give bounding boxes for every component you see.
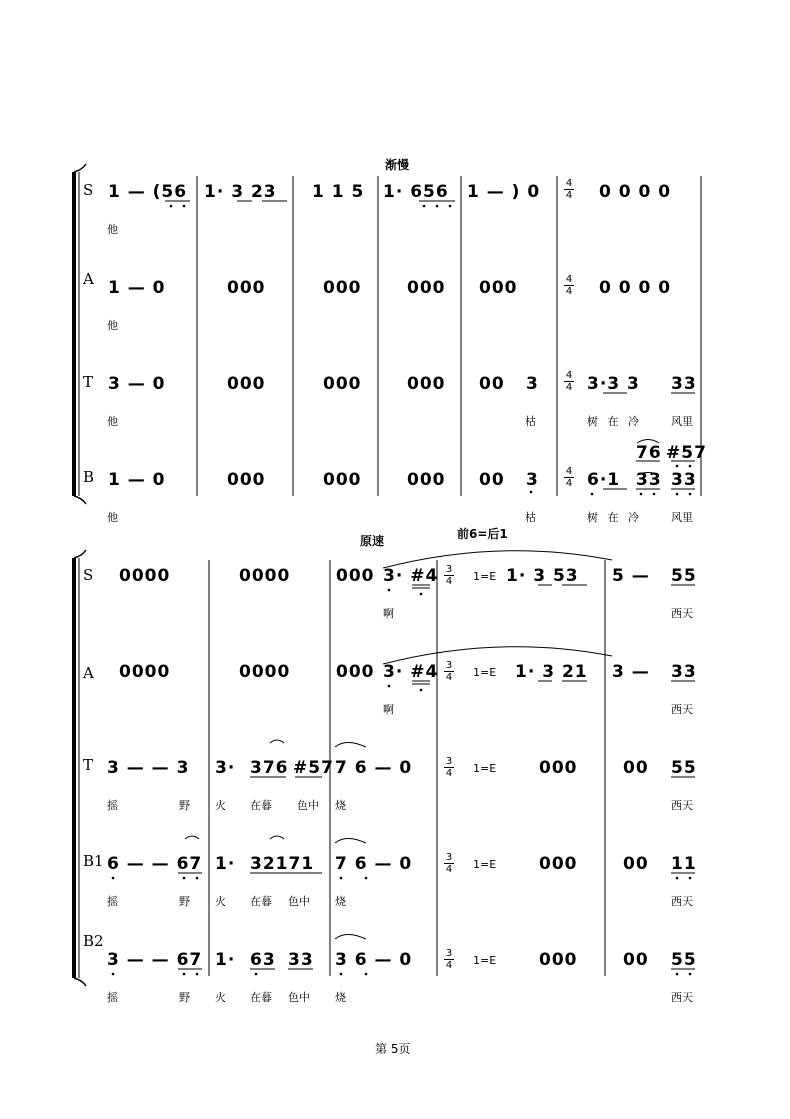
b2-measure-3: 3 6 — 0 [335,950,413,970]
b1-lyric-3: 火 [215,895,226,908]
voice-label-b1: B1 [83,852,104,870]
a2-measure-3b: 3· #4 [383,662,439,682]
b-measure-6b: 33 [636,470,662,490]
b1-key: 1=E [473,858,497,871]
a2-measure-5a: 3 — [612,662,650,682]
b-measure-5b: 3 [526,470,539,490]
system1-underlines [165,201,695,489]
b2-time-signature: 3 4 [445,948,453,971]
s-time-signature: 4 4 [565,178,573,201]
a2-lyric-2: 西天 [671,703,693,716]
t-measure-6b: 33 [671,374,697,394]
b2-measure-2b: 63 [250,950,276,970]
voice-label-a2: A [83,664,94,682]
b1-measure-2b: 32171 [250,854,315,874]
a-time-signature: 4 4 [565,274,573,297]
system2-dots [112,589,692,976]
b-measure-1: 1 — 0 [108,470,166,490]
b2-lyric-7: 西天 [671,991,693,1004]
b1-lyric-6: 烧 [335,895,346,908]
a2-measure-3a: 000 [336,662,375,682]
t2-key: 1=E [473,762,497,775]
t2-measure-4: 000 [539,758,578,778]
t2-lyric-4: 在暮 [250,799,272,812]
b-lyric-1: 他 [107,511,118,524]
b-measure-4: 000 [407,470,446,490]
system1-bracket [74,164,86,504]
a-measure-3: 000 [323,278,362,298]
t-measure-6a: 3·3 3 [587,374,640,394]
a2-measure-1: 0000 [119,662,171,682]
t2-lyric-5: 色中 [297,799,319,812]
b1-measure-5b: 11 [671,854,697,874]
b-measure-2: 000 [227,470,266,490]
s2-time-signature: 3 4 [445,564,453,587]
b2-lyric-6: 烧 [335,991,346,1004]
a2-time-signature: 3 4 [445,660,453,683]
t2-lyric-3: 火 [215,799,226,812]
s-measure-6: 0 0 0 0 [599,182,672,202]
b2-measure-2c: 33 [288,950,314,970]
s2-lyric-2: 西天 [671,607,693,620]
b1-lyric-1: 摇 [107,895,118,908]
s-measure-3: 1 1 5 [312,182,365,202]
b2-measure-2a: 1· [215,950,236,970]
s-measure-4: 1· 656 [383,182,449,202]
system2-slurs [185,551,612,939]
t2-lyric-2: 野 [179,799,190,812]
t-measure-4: 000 [407,374,446,394]
b-lyric-3: 树 在 冷 [587,511,639,524]
t2-lyric-7: 西天 [671,799,693,812]
b2-lyric-4: 在暮 [250,991,272,1004]
voice-label-s: S [83,181,94,199]
t-lyric-3: 树 在 冷 [587,415,639,428]
t2-measure-5a: 00 [623,758,649,778]
b2-measure-1: 3 — — 67 [107,950,203,970]
b2-lyric-2: 野 [179,991,190,1004]
t2-lyric-1: 摇 [107,799,118,812]
t-lyric-4: 风里 [671,415,693,428]
s2-measure-3a: 000 [336,566,375,586]
b1-lyric-4: 在暮 [250,895,272,908]
t-time-signature: 4 4 [565,370,573,393]
b1-measure-4: 000 [539,854,578,874]
a-measure-1: 1 — 0 [108,278,166,298]
a-measure-2: 000 [227,278,266,298]
b1-measure-5a: 00 [623,854,649,874]
b-measure-6c: 33 [671,470,697,490]
b-lyric-4: 风里 [671,511,693,524]
b-time-signature: 4 4 [565,466,573,489]
b1-lyric-7: 西天 [671,895,693,908]
t2-measure-2b: 376 [250,758,289,778]
t2-time-signature: 3 4 [445,756,453,779]
s2-measure-5b: 55 [671,566,697,586]
b-measure-6a: 6·1 [587,470,621,490]
t-measure-3: 000 [323,374,362,394]
s2-lyric-1: 啊 [383,607,394,620]
system1-barlines [197,176,701,496]
voice-label-b: B [83,468,95,486]
voice-label-b2: B2 [83,932,104,950]
b2-lyric-1: 摇 [107,991,118,1004]
b-lyric-2: 枯 [525,511,536,524]
a2-measure-5b: 33 [671,662,697,682]
t-lyric-2: 枯 [525,415,536,428]
s-lyric-1: 他 [107,223,118,236]
b-upper-notes-1: 76 [636,443,662,463]
b2-measure-5b: 55 [671,950,697,970]
s2-measure-3b: 3· #4 [383,566,439,586]
b1-measure-2a: 1· [215,854,236,874]
a-measure-4: 000 [407,278,446,298]
b1-time-signature: 3 4 [445,852,453,875]
voice-label-s2: S [83,566,94,584]
a-lyric-1: 他 [107,319,118,332]
a2-lyric-1: 啊 [383,703,394,716]
b-upper-notes-2: #57 [666,443,707,463]
b2-measure-5a: 00 [623,950,649,970]
s2-measure-5a: 5 — [612,566,650,586]
t2-measure-3: 7 6 — 0 [335,758,413,778]
b2-key: 1=E [473,954,497,967]
t-lyric-1: 他 [107,415,118,428]
s-measure-1: 1 — (56 [108,182,188,202]
b2-lyric-5: 色中 [288,991,310,1004]
system1-dots [170,205,692,496]
b1-lyric-2: 野 [179,895,190,908]
t2-measure-2a: 3· [215,758,236,778]
s2-measure-4: 1· 3 53 [506,566,579,586]
t2-lyric-6: 烧 [335,799,346,812]
t-measure-1: 3 — 0 [108,374,166,394]
s2-measure-2: 0000 [239,566,291,586]
b1-measure-3: 7 6 — 0 [335,854,413,874]
tempo-mark-rit: 渐慢 [385,158,410,172]
a-measure-6: 0 0 0 0 [599,278,672,298]
page-number: 第 5页 [375,1042,411,1056]
b-measure-3: 000 [323,470,362,490]
t-measure-5b: 3 [526,374,539,394]
a-measure-5: 000 [479,278,518,298]
t2-measure-1: 3 — — 3 [107,758,190,778]
voice-label-a: A [83,270,94,288]
t2-measure-2c: #57 [293,758,334,778]
b1-lyric-5: 色中 [288,895,310,908]
tempo-mark-a-tempo: 原速 [360,534,385,548]
s-measure-2: 1· 3 23 [204,182,277,202]
a2-measure-4: 1· 3 21 [515,662,588,682]
s2-key: 1=E [473,570,497,583]
a2-key: 1=E [473,666,497,679]
a2-measure-2: 0000 [239,662,291,682]
s-measure-5: 1 — ) 0 [467,182,541,202]
b1-measure-1: 6 — — 67 [107,854,203,874]
b-measure-5a: 00 [479,470,505,490]
s2-measure-1: 0000 [119,566,171,586]
voice-label-t2: T [83,756,94,774]
t-measure-2: 000 [227,374,266,394]
b2-measure-4: 000 [539,950,578,970]
b2-lyric-3: 火 [215,991,226,1004]
voice-label-t: T [83,373,94,391]
tempo-mark-modulation: 前6=后1 [457,527,508,541]
t2-measure-5b: 55 [671,758,697,778]
t-measure-5a: 00 [479,374,505,394]
